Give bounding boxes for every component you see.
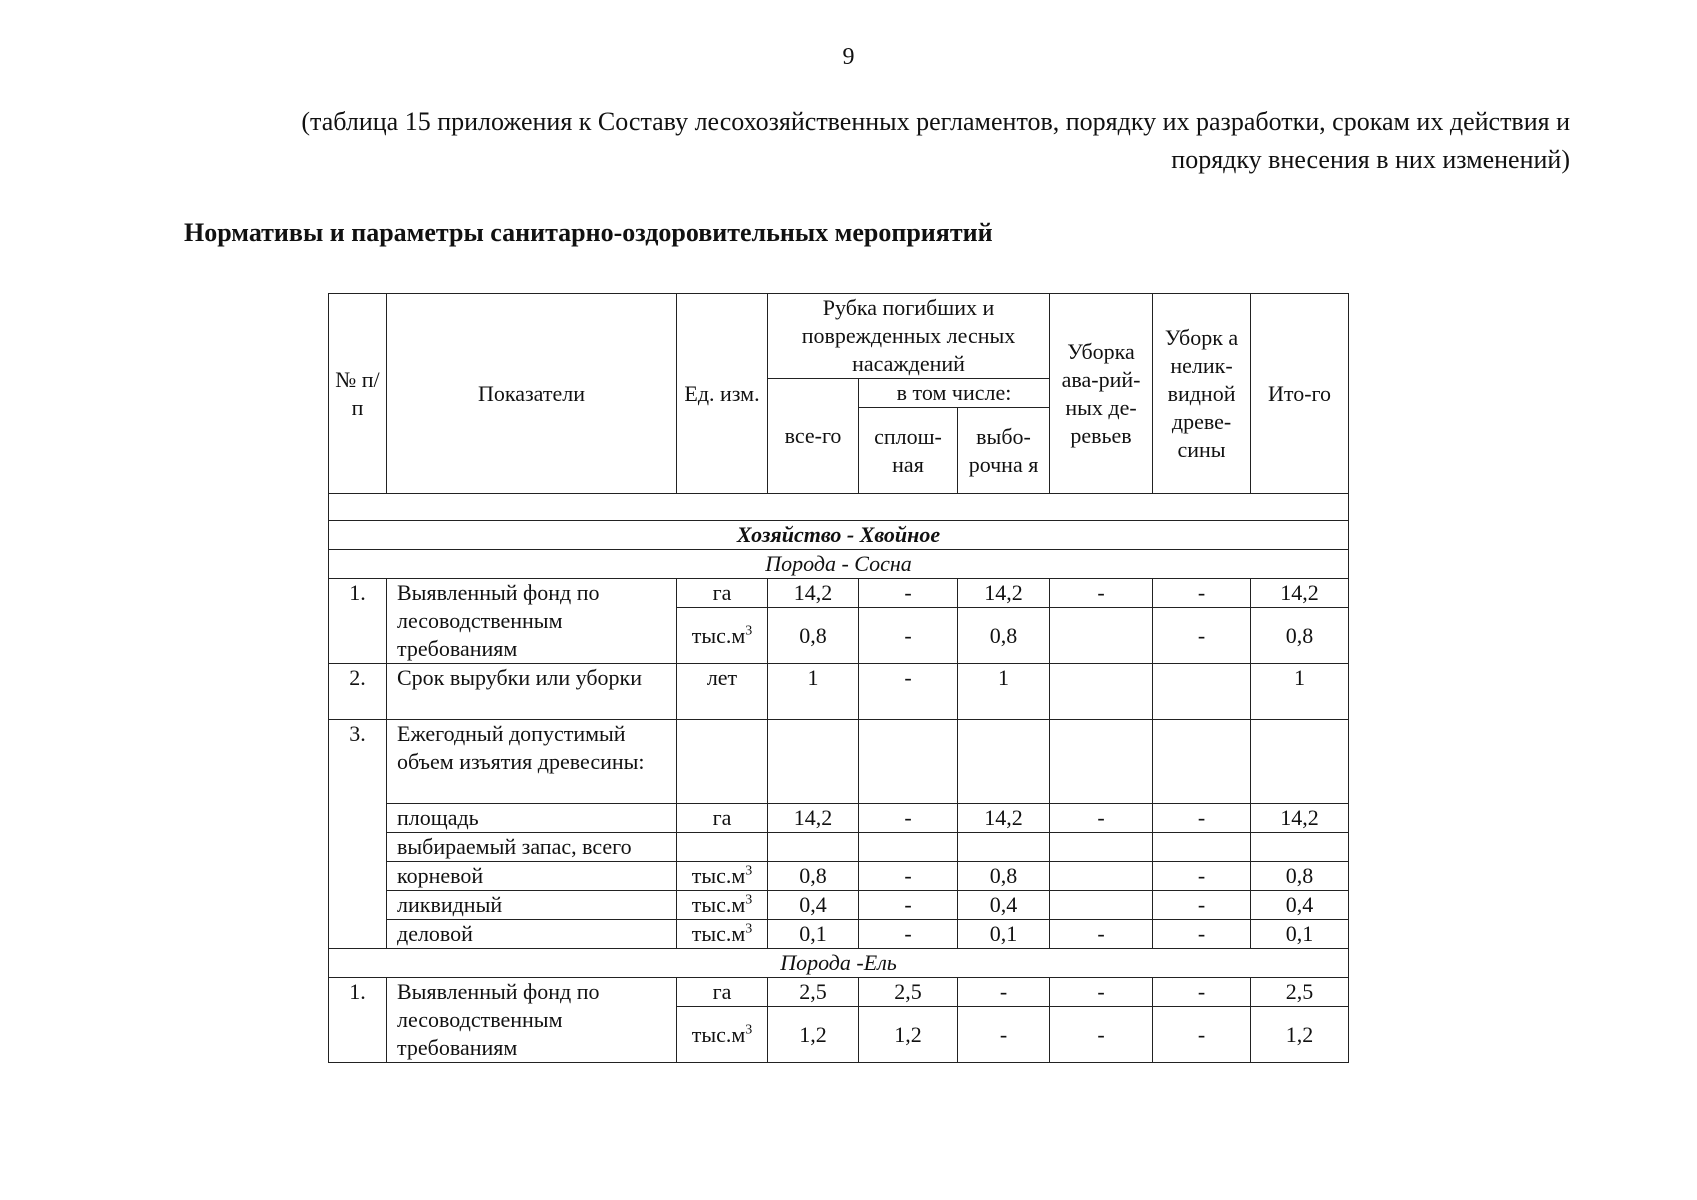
unit-text: тыс.м [691, 1021, 746, 1047]
table-cell: - [1153, 1007, 1251, 1063]
table-cell: - [859, 664, 958, 720]
table-cell: 0,4 [768, 891, 859, 920]
unit-text: тыс.м [691, 921, 746, 946]
table-cell: 14,2 [768, 579, 859, 608]
header-illiquid: Уборк а нелик-видной древе-сины [1153, 294, 1251, 494]
table-cell: 0,8 [768, 862, 859, 891]
unit-exponent: 3 [745, 921, 753, 937]
table-cell: - [1153, 978, 1251, 1007]
table-cell: 0,8 [1251, 608, 1349, 664]
table-cell [329, 494, 1349, 521]
table-cell: 14,2 [768, 804, 859, 833]
table-row [329, 804, 1349, 833]
table-cell [1251, 720, 1349, 804]
unit-exponent: 3 [745, 892, 753, 908]
row-label: Выявленный фонд по лесоводственным требованиям [387, 579, 677, 664]
table-cell: - [859, 608, 958, 664]
table-cell [1050, 720, 1153, 804]
table-cell: 0,8 [958, 862, 1050, 891]
table-cell: - [1050, 579, 1153, 608]
table-cell: - [1153, 608, 1251, 664]
table-cell: 14,2 [958, 579, 1050, 608]
row-label: корневой [387, 862, 677, 891]
table-cell: 1,2 [768, 1007, 859, 1063]
table-cell [768, 833, 859, 862]
row-num: 2. [329, 664, 387, 720]
unit-text: тыс.м [691, 892, 746, 917]
table-cell: - [1153, 579, 1251, 608]
caption-line-2: порядку внесения в них изменений) [1171, 145, 1570, 174]
unit-cell: га [677, 804, 768, 833]
table-row [329, 978, 1349, 1007]
table-cell: 2,5 [1251, 978, 1349, 1007]
table-cell [859, 720, 958, 804]
table-cell: - [1050, 978, 1153, 1007]
unit-text: тыс.м [691, 622, 746, 648]
table-cell: 0,8 [958, 608, 1050, 664]
table-cell: 0,4 [1251, 891, 1349, 920]
unit-cell [677, 862, 768, 891]
table-cell: 0,1 [1251, 920, 1349, 949]
unit-cell [677, 608, 768, 664]
table-cell: 2,5 [859, 978, 958, 1007]
table-row [329, 891, 1349, 920]
table-cell: - [859, 862, 958, 891]
header-itogo: Ито-го [1251, 294, 1349, 494]
table-cell: Порода - Сосна [329, 550, 1349, 579]
table-cell: - [1153, 891, 1251, 920]
header-including: в том числе: [859, 379, 1050, 408]
row-label: деловой [387, 920, 677, 949]
unit-cell: га [677, 978, 768, 1007]
row-label: Ежегодный допустимый объем изъятия древесины: [387, 720, 677, 804]
table-row [329, 920, 1349, 949]
blank-row [329, 494, 1349, 521]
table-cell: - [1050, 1007, 1153, 1063]
table-cell: - [958, 978, 1050, 1007]
table-cell: - [1153, 862, 1251, 891]
table-cell [1050, 862, 1153, 891]
table-cell: 0,8 [1251, 862, 1349, 891]
table-cell [1153, 833, 1251, 862]
table-cell: - [1153, 804, 1251, 833]
row-num: 1. [329, 978, 387, 1063]
table-cell [1153, 720, 1251, 804]
table-cell: - [859, 920, 958, 949]
table-cell [958, 720, 1050, 804]
table-cell: 1 [958, 664, 1050, 720]
table-cell [1050, 664, 1153, 720]
row-label: ликвидный [387, 891, 677, 920]
caption-line-1: (таблица 15 приложения к Составу лесохозяйственных регламентов, порядку их разработки, срокам их действия и [301, 107, 1570, 136]
table-row [329, 862, 1349, 891]
table-cell [677, 833, 768, 862]
table-cell: 1,2 [1251, 1007, 1349, 1063]
table-cell: 1,2 [859, 1007, 958, 1063]
row-label: выбираемый запас, всего [387, 833, 677, 862]
document-title: Нормативы и параметры санитарно-оздоровительных мероприятий [184, 218, 993, 247]
table-row [329, 833, 1349, 862]
table-cell: - [859, 891, 958, 920]
table-cell: - [1050, 920, 1153, 949]
table-cell: - [1050, 804, 1153, 833]
header-felling: Рубка погибших и поврежденных лесных насаждений [768, 294, 1050, 379]
unit-exponent: 3 [745, 1022, 753, 1038]
unit-text: тыс.м [691, 863, 746, 888]
header-num: № п/п [329, 294, 387, 494]
table-cell: 1 [768, 664, 859, 720]
table-row [329, 664, 1349, 720]
section-farm [329, 521, 1349, 550]
header-total: все-го [768, 379, 859, 494]
table-cell: 0,1 [768, 920, 859, 949]
table-cell: Хозяйство - Хвойное [329, 521, 1349, 550]
table-cell [677, 720, 768, 804]
table-cell: 0,8 [768, 608, 859, 664]
unit-cell [677, 920, 768, 949]
table-cell: 14,2 [1251, 804, 1349, 833]
header-indicators: Показатели [387, 294, 677, 494]
header-clear: сплош-ная [859, 408, 958, 494]
unit-exponent: 3 [745, 623, 753, 639]
table-cell [1050, 608, 1153, 664]
table-cell [958, 833, 1050, 862]
unit-cell: лет [677, 664, 768, 720]
table-cell: 0,1 [958, 920, 1050, 949]
table-row [329, 720, 1349, 804]
table-cell: - [859, 804, 958, 833]
table-cell: - [958, 1007, 1050, 1063]
table-reference-caption [180, 103, 1570, 179]
table-cell [1050, 891, 1153, 920]
unit-cell: га [677, 579, 768, 608]
table-cell: - [859, 579, 958, 608]
row-label: Срок вырубки или уборки [387, 664, 677, 720]
table-cell [859, 833, 958, 862]
table-cell [1050, 833, 1153, 862]
table-cell [768, 720, 859, 804]
table-cell: - [1153, 920, 1251, 949]
unit-cell [677, 891, 768, 920]
unit-cell [677, 1007, 768, 1063]
norms-table [328, 293, 1349, 1063]
section-pine [329, 550, 1349, 579]
table-cell: 2,5 [768, 978, 859, 1007]
table-cell: Порода -Ель [329, 949, 1349, 978]
table-cell [1251, 833, 1349, 862]
section-spruce [329, 949, 1349, 978]
row-label: Выявленный фонд по лесоводственным требованиям [387, 978, 677, 1063]
table-cell [1153, 664, 1251, 720]
table-cell: 14,2 [958, 804, 1050, 833]
row-num: 1. [329, 579, 387, 664]
unit-exponent: 3 [745, 863, 753, 879]
page-number: 9 [842, 44, 855, 70]
table-cell: 1 [1251, 664, 1349, 720]
header-windfall: Уборка ава-рий-ных де-ревьев [1050, 294, 1153, 494]
table-cell: 0,4 [958, 891, 1050, 920]
table-cell: 14,2 [1251, 579, 1349, 608]
header-row-1 [329, 294, 1349, 379]
row-num: 3. [329, 720, 387, 949]
header-unit: Ед. изм. [677, 294, 768, 494]
header-selective: выбо-рочна я [958, 408, 1050, 494]
table-row [329, 579, 1349, 608]
row-label: площадь [387, 804, 677, 833]
